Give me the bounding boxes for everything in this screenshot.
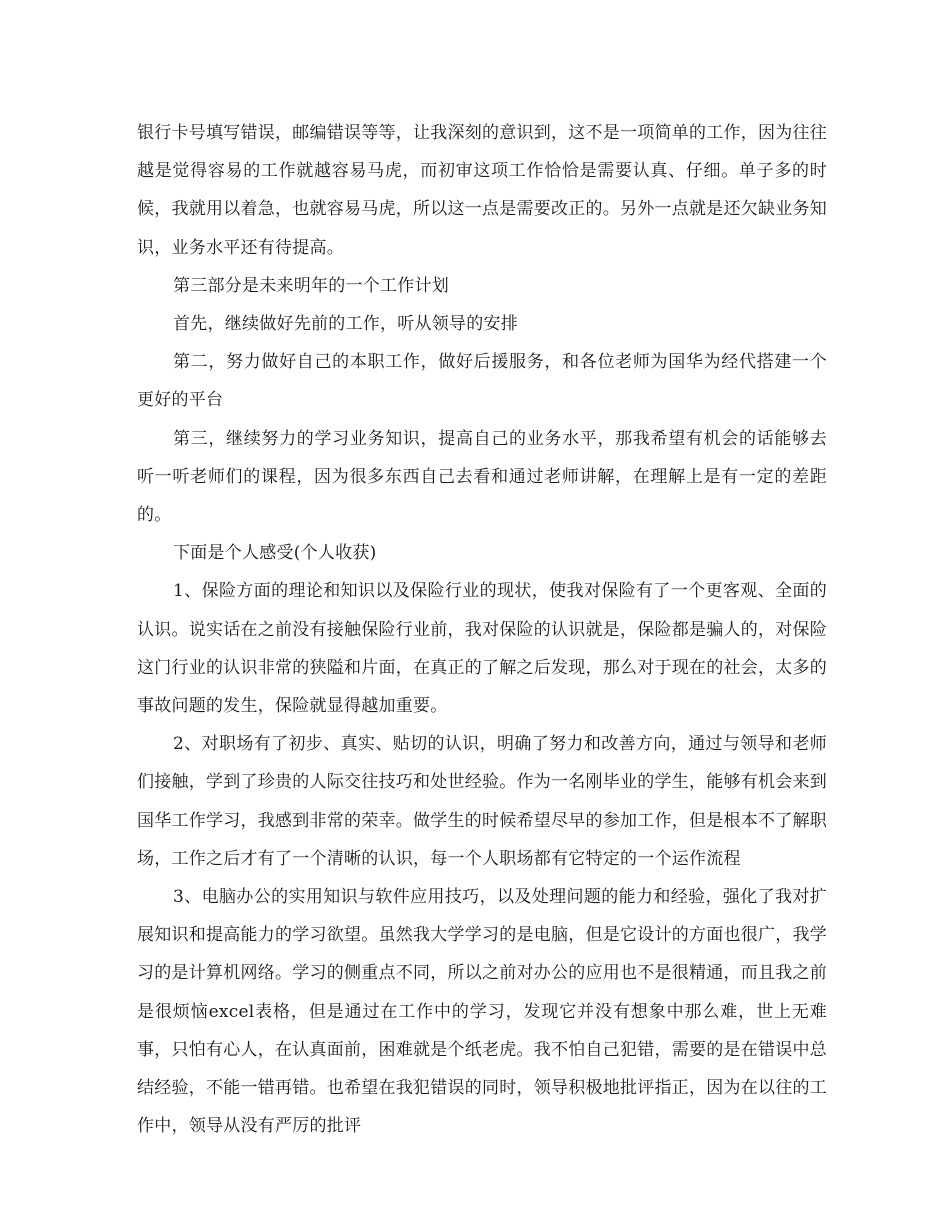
paragraph-feeling-three: 3、电脑办公的实用知识与软件应用技巧，以及处理问题的能力和经验，强化了我对扩展知识和提高能力的学习欲望。虽然我大学学习的是电脑，但是它设计的方面也很广，我学习的是计算机网络。学习的侧重点不同，所以之前对办公的应用也不是很精通，而且我之前是很烦恼excel表格，但是通过在工作中的学习，发现它并没有想象中那么难，世上无难事，只怕有心人，在认真面前，困难就是个纸老虎。我不怕自己犯错，需要的是在错误中总结经验，不能一错再错。也希望在我犯错误的同时，领导积极地批评指正，因为在以往的工作中，领导从没有严厉的批评	[137, 887, 827, 1137]
paragraph-section-three-heading: 第三部分是未来明年的一个工作计划	[173, 275, 449, 296]
document-body	[137, 114, 827, 1145]
paragraph-personal-feelings-heading: 下面是个人感受(个人收获)	[173, 543, 377, 564]
paragraph-plan-third: 第三，继续努力的学习业务知识，提高自己的业务水平，那我希望有机会的话能够去听一听老师们的课程，因为很多东西自己去看和通过老师讲解，在理解上是有一定的差距的。	[137, 428, 827, 526]
paragraph-plan-second: 第二，努力做好自己的本职工作，做好后援服务，和各位老师为国华为经代搭建一个更好的平台	[137, 352, 827, 411]
paragraph-feeling-one: 1、保险方面的理论和知识以及保险行业的现状，使我对保险有了一个更客观、全面的认识。说实话在之前没有接触保险行业前，我对保险的认识就是，保险都是骗人的，对保险这门行业的认识非常的狭隘和片面，在真正的了解之后发现，那么对于现在的社会，太多的事故问题的发生，保险就显得越加重要。	[137, 581, 827, 717]
paragraph-plan-first: 首先，继续做好先前的工作，听从领导的安排	[173, 314, 518, 335]
paragraph-errors-note: 银行卡号填写错误，邮编错误等等，让我深刻的意识到，这不是一项简单的工作，因为往往越是觉得容易的工作就越容易马虎，而初审这项工作恰恰是需要认真、仔细。单子多的时候，我就用以着急，也就容易马虎，所以这一点是需要改正的。另外一点就是还欠缺业务知识，业务水平还有待提高。	[137, 123, 827, 258]
paragraph-feeling-two: 2、对职场有了初步、真实、贴切的认识，明确了努力和改善方向，通过与领导和老师们接触，学到了珍贵的人际交往技巧和处世经验。作为一名刚毕业的学生，能够有机会来到国华工作学习，我感到非常的荣幸。做学生的时候希望尽早的参加工作，但是根本不了解职场，工作之后才有了一个清晰的认识，每一个人职场都有它特定的一个运作流程	[137, 734, 827, 869]
